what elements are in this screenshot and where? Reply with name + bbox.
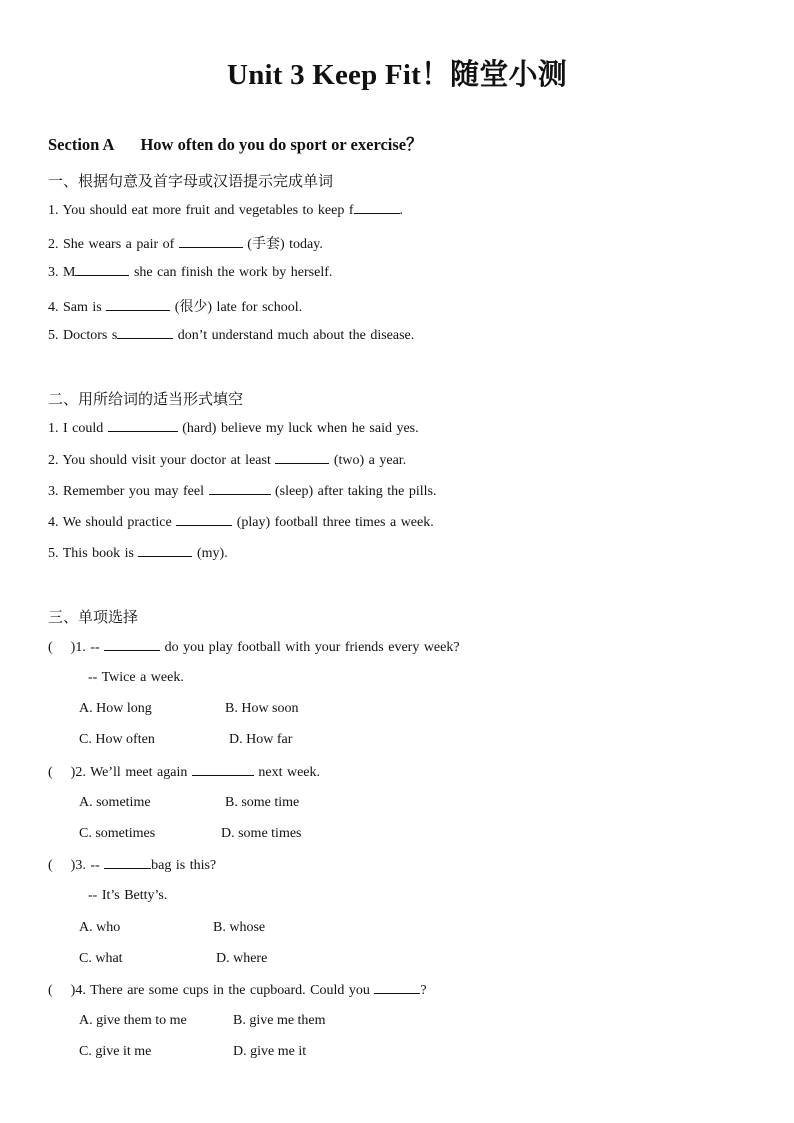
answer-blank[interactable] [354,202,400,214]
question-text: bag is this? [151,858,217,873]
part1-title: 一、根据句意及首字母或汉语提示完成单词 [48,172,334,190]
item-text: 2. You should visit your doctor at least [48,453,276,468]
q2-option-b: B. some time [225,795,300,810]
item-text: (two) a year. [329,453,407,468]
answer-paren[interactable]: ( ) [48,983,76,998]
item-text: 1. I could [48,421,108,436]
item-text: . [399,203,403,218]
answer-blank [374,982,420,994]
answer-blank[interactable] [179,236,243,248]
q2-option-c: C. sometimes [79,826,156,841]
question-text: ? [420,983,427,998]
q4-option-a: A. give them to me [79,1013,187,1028]
part2-item-3 [48,483,436,500]
part3-answer-3: -- It’s Betty’s. [88,888,168,903]
answer-blank[interactable] [275,452,329,464]
item-text: (my). [192,546,228,561]
part1-item-4 [48,296,302,316]
section-heading [48,131,423,155]
item-text: (play) football three times a week. [232,515,434,530]
answer-blank [104,857,151,869]
part1-item-2 [48,233,323,253]
part1-item-3 [48,264,332,281]
section-question: How often do you do sport or exercise？ [140,135,423,154]
item-text: 4. Sam is [48,300,107,315]
item-text: don’t understand much about the disease. [173,328,415,343]
answer-blank[interactable] [209,483,271,495]
answer-paren[interactable]: ( ) [48,640,76,655]
q3-option-c: C. what [79,951,123,966]
answer-blank[interactable] [106,299,170,311]
q3-option-b: B. whose [213,920,266,935]
page-title: Unit 3 Keep Fit！随堂小测 [227,59,567,91]
q2-option-a: A. sometime [79,795,151,810]
part1-item-1 [48,202,403,219]
part2-item-1 [48,420,419,437]
q1-option-b: B. How soon [225,701,299,716]
question-text: do you play football with your friends every week? [160,640,460,655]
part2-title: 二、用所给词的适当形式填空 [48,390,244,408]
part2-item-4 [48,514,434,531]
item-text: 3. Remember you may feel [48,484,209,499]
answer-blank [104,639,160,651]
question-text: 2. We’ll meet again [75,765,192,780]
part1-item-5 [48,327,414,344]
part2-item-5 [48,545,228,562]
item-text: (hard) believe my luck when he said yes. [177,421,419,436]
answer-blank[interactable] [108,420,178,432]
item-text: (手套) today. [242,237,323,252]
question-text: 3. -- [75,858,105,873]
part3-question-2 [48,764,320,781]
item-text: 3. M [48,265,76,280]
q1-option-c: C. How often [79,732,155,747]
item-text: 2. She wears a pair of [48,237,179,252]
answer-blank[interactable] [117,327,173,339]
item-text: 4. We should practice [48,515,177,530]
q4-option-d: D. give me it [233,1044,307,1059]
part2-item-2 [48,452,406,469]
question-text: next week. [253,765,321,780]
section-label: Section A [48,135,115,154]
item-text: she can finish the work by herself. [129,265,333,280]
item-text: (很少) late for school. [170,300,303,315]
q2-option-d: D. some times [221,826,302,841]
part3-answer-1: -- Twice a week. [88,670,184,685]
question-text: 4. There are some cups in the cupboard. Could you [75,983,375,998]
q1-option-a: A. How long [79,701,152,716]
part3-title: 三、单项选择 [48,608,139,626]
answer-paren[interactable]: ( ) [48,765,76,780]
q3-option-a: A. who [79,920,121,935]
part3-question-1 [48,639,460,656]
item-text: 5. This book is [48,546,139,561]
answer-blank[interactable] [75,264,129,276]
q4-option-b: B. give me them [233,1013,326,1028]
answer-blank [192,764,254,776]
q3-option-d: D. where [216,951,268,966]
q1-option-d: D. How far [229,732,293,747]
question-text: 1. -- [75,640,105,655]
part3-question-4 [48,982,427,999]
part3-question-3 [48,857,216,874]
q4-option-c: C. give it me [79,1044,152,1059]
item-text: (sleep) after taking the pills. [270,484,437,499]
answer-blank[interactable] [138,545,192,557]
answer-blank[interactable] [176,514,232,526]
item-text: 5. Doctors s [48,328,118,343]
item-text: 1. You should eat more fruit and vegetables to keep f [48,203,354,218]
answer-paren[interactable]: ( ) [48,858,76,873]
